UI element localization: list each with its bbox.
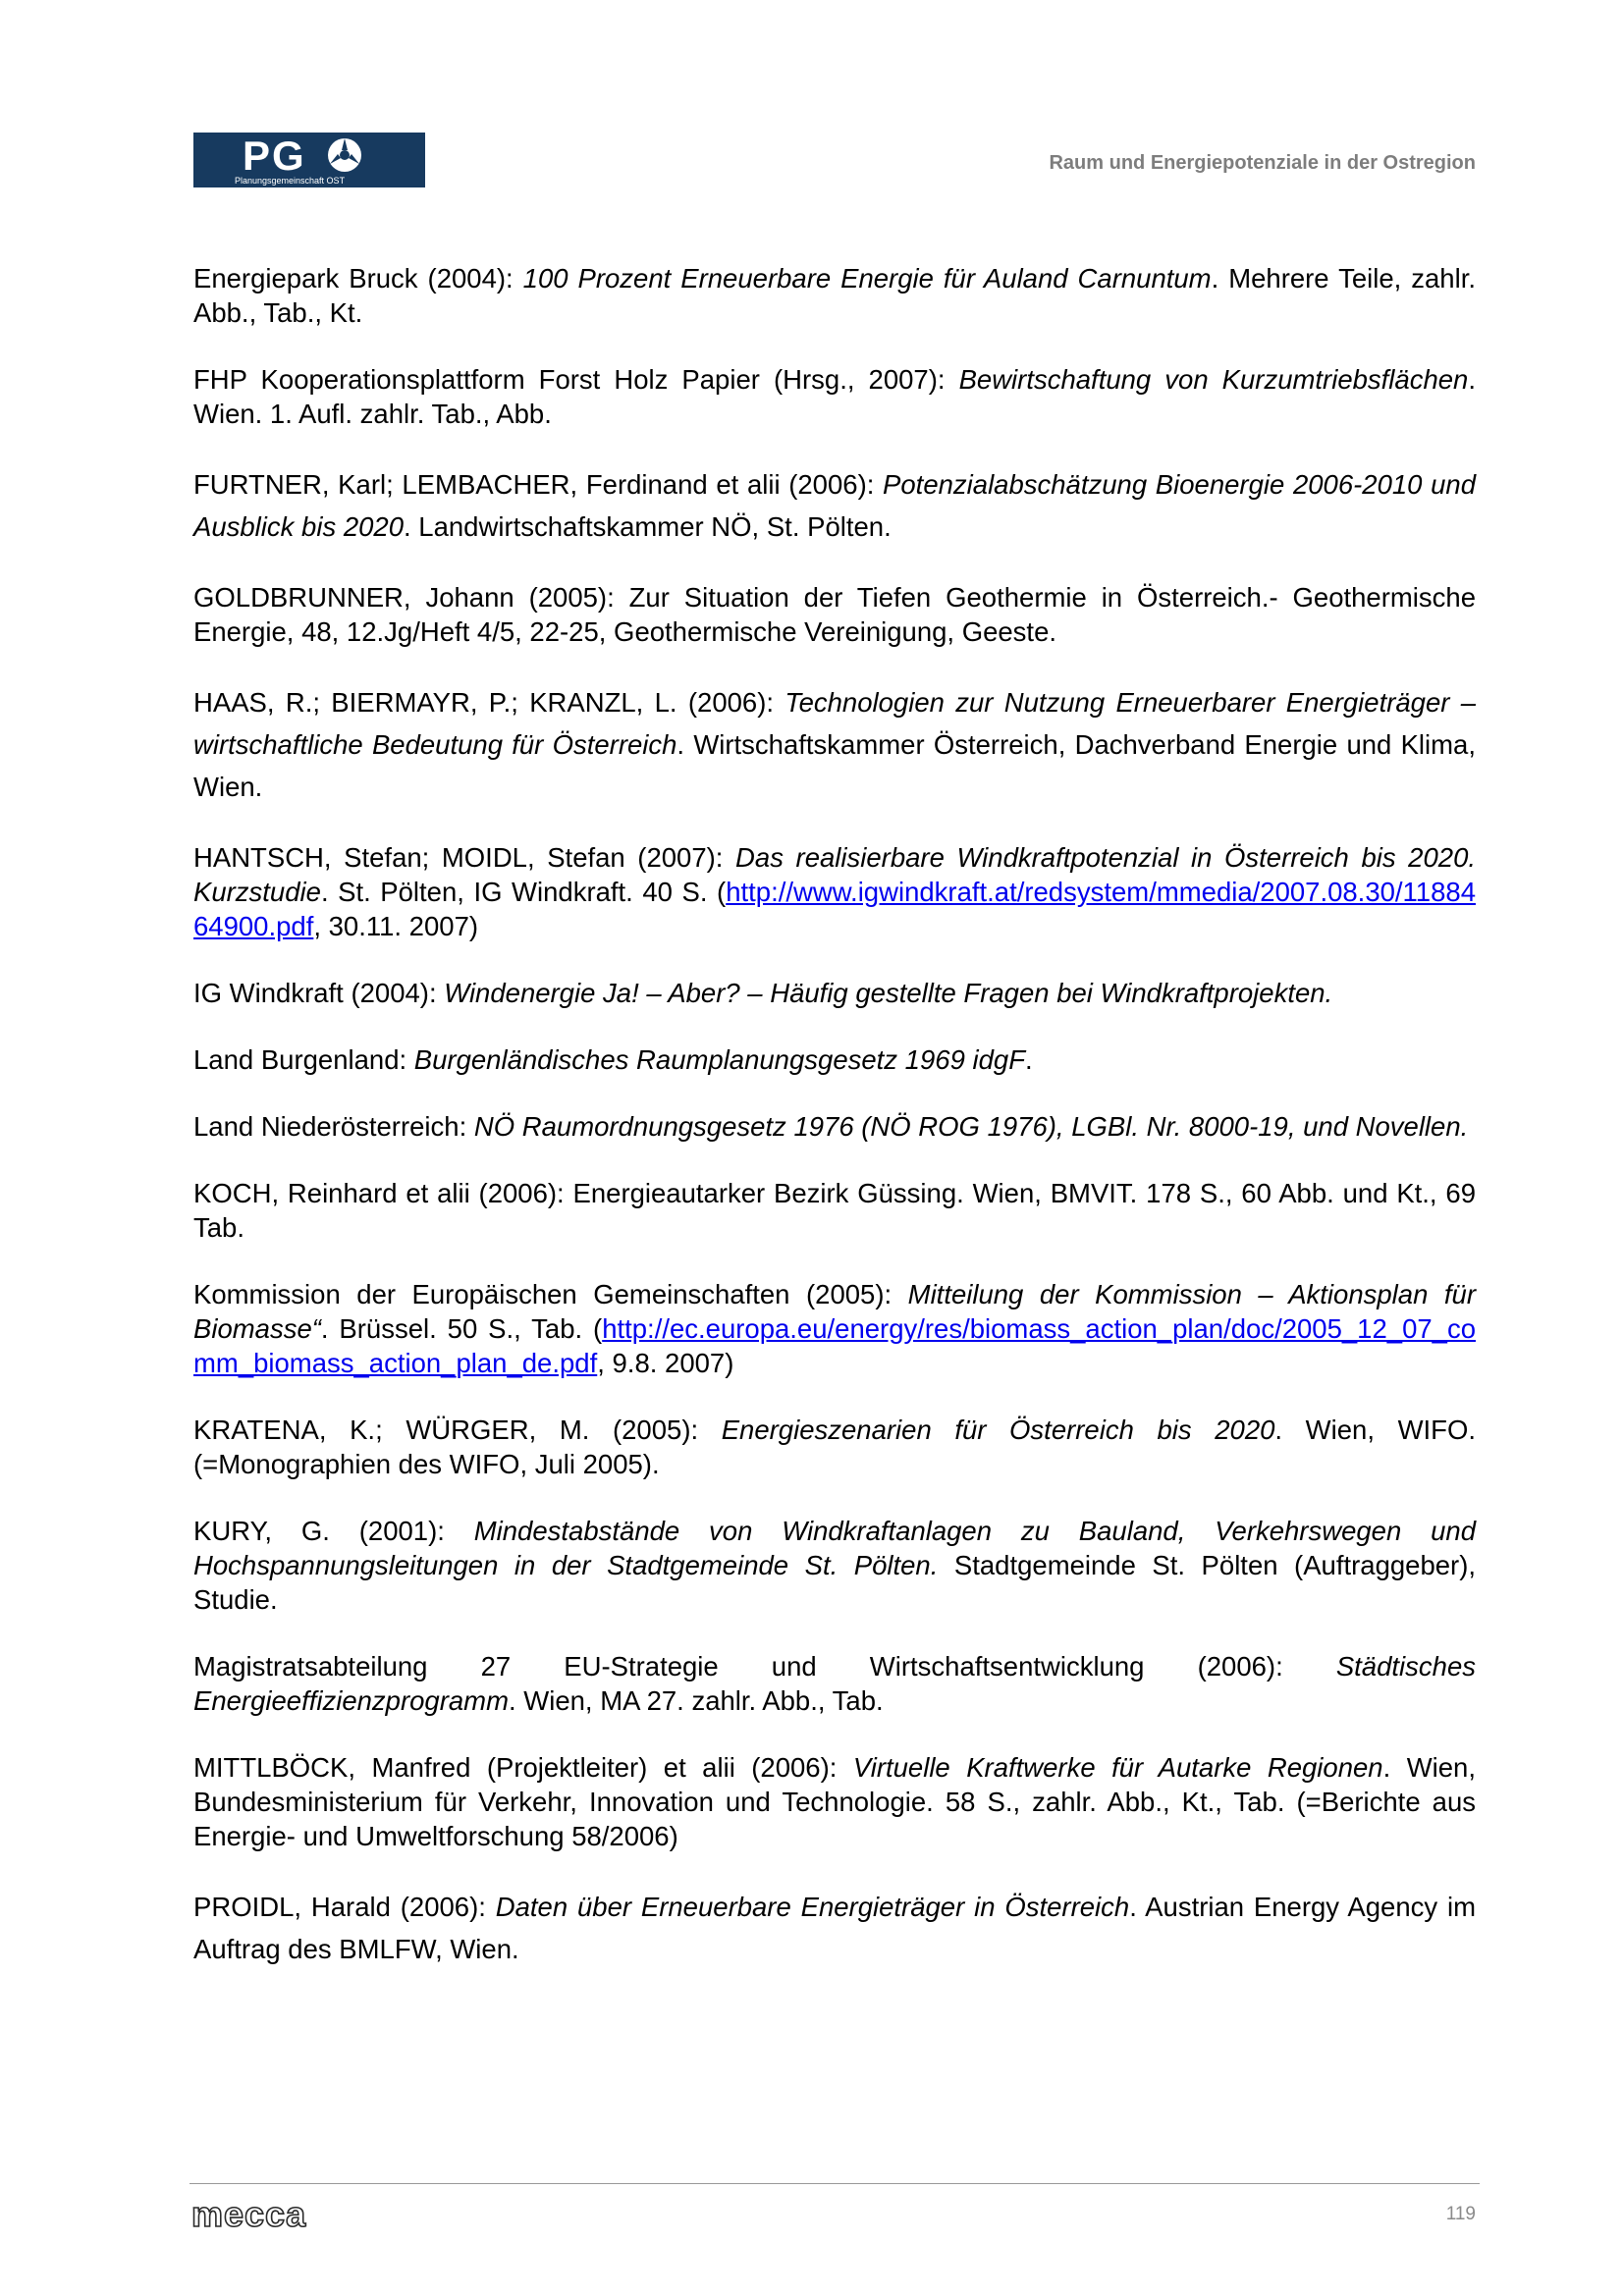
reference-text: . Austrian Energy Agency im Auftrag des BMLFW, Wien.: [193, 1892, 1476, 1964]
reference-entry: [193, 1649, 1476, 1718]
pgo-logo: [193, 133, 425, 187]
reference-title: Städtisches Energieeffizienzprogramm: [193, 1651, 1476, 1716]
reference-text: HANTSCH, Stefan; MOIDL, Stefan (2007):: [193, 842, 736, 873]
reference-title: Mitteilung der Kommission – Aktionsplan für Biomasse“: [193, 1279, 1476, 1344]
reference-text: . Landwirtschaftskammer NÖ, St. Pölten.: [404, 511, 892, 542]
reference-title: NÖ Raumordnungsgesetz 1976 (NÖ ROG 1976), LGBl. Nr. 8000-19, und Novellen.: [473, 1111, 1469, 1142]
logo-text: PG: [243, 133, 306, 179]
reference-text: PROIDL, Harald (2006):: [193, 1892, 496, 1922]
reference-entry: [193, 1886, 1476, 1970]
reference-text: .: [1025, 1044, 1033, 1075]
reference-entry: [193, 580, 1476, 649]
reference-entry: [193, 1413, 1476, 1481]
reference-text: , 9.8. 2007): [597, 1348, 734, 1378]
reference-text: . Wien, MA 27. zahlr. Abb., Tab.: [508, 1685, 884, 1716]
page-number: 119: [1445, 2204, 1476, 2224]
reference-entry: [193, 1277, 1476, 1380]
reference-title: Energieszenarien für Österreich bis 2020: [721, 1415, 1275, 1445]
reference-text: . St. Pölten, IG Windkraft. 40 S. (: [320, 877, 727, 907]
reference-text: Kommission der Europäischen Gemeinschaften (2005):: [193, 1279, 908, 1309]
reference-title: Technologien zur Nutzung Erneuerbarer Energieträger – wirtschaftliche Bedeutung für Österreich: [193, 687, 1476, 760]
mecca-logo: mecca: [191, 2194, 307, 2234]
reference-title: Bewirtschaftung von Kurzumtriebsflächen: [958, 364, 1469, 395]
reference-title: Mindestabstände von Windkraftanlagen zu Bauland, Verkehrswegen und Hochspannungsleitungen in der Stadtgemeinde St. Pölten.: [193, 1516, 1476, 1580]
reference-entry: [193, 1109, 1476, 1144]
reference-title: 100 Prozent Erneuerbare Energie für Auland Carnuntum: [522, 263, 1212, 294]
logo-emblem-icon: [323, 135, 366, 175]
reference-text: Land Niederösterreich:: [193, 1111, 474, 1142]
logo-subtitle: Planungsgemeinschaft OST: [235, 176, 346, 186]
header-title: Raum und Energiepotenziale in der Ostregion: [1049, 152, 1476, 174]
reference-text: Stadtgemeinde St. Pölten (Auftraggeber), Studie.: [193, 1550, 1477, 1615]
reference-text: FHP Kooperationsplattform Forst Holz Papier (Hrsg., 2007):: [193, 364, 959, 395]
reference-text: . Wirtschaftskammer Österreich, Dachverband Energie und Klima, Wien.: [193, 729, 1476, 802]
reference-text: Energiepark Bruck (2004):: [193, 263, 523, 294]
reference-entry: [193, 681, 1476, 808]
reference-entry: [193, 1514, 1476, 1617]
footer-divider: [189, 2183, 1480, 2184]
reference-text: . Brüssel. 50 S., Tab. (: [320, 1313, 603, 1344]
reference-entry: [193, 1750, 1476, 1853]
reference-title: Daten über Erneuerbare Energieträger in Österreich: [495, 1892, 1130, 1922]
reference-text: HAAS, R.; BIERMAYR, P.; KRANZL, L. (2006):: [193, 687, 785, 718]
reference-text: . Wien. 1. Aufl. zahlr. Tab., Abb.: [193, 364, 1476, 429]
reference-text: GOLDBRUNNER, Johann (2005): Zur Situation der Tiefen Geothermie in Österreich.- Geothermische Energie, 48, 12.Jg/Heft 4/5, 22-25, Geothermische Vereinigung, Geeste.: [193, 582, 1476, 647]
reference-link[interactable]: http://ec.europa.eu/energy/res/biomass_action_plan/doc/2005_12_07_comm_biomass_action_plan_de.pdf: [193, 1313, 1476, 1378]
reference-text: FURTNER, Karl; LEMBACHER, Ferdinand et alii (2006):: [193, 469, 884, 500]
reference-title: Burgenländisches Raumplanungsgesetz 1969 idgF: [413, 1044, 1025, 1075]
reference-text: . Wien, Bundesministerium für Verkehr, Innovation und Technologie. 58 S., zahlr. Abb., Kt., Tab. (=Berichte aus Energie- und Umweltforschung 58/2006): [193, 1752, 1476, 1851]
reference-text: KRATENA, K.; WÜRGER, M. (2005):: [193, 1415, 722, 1445]
reference-text: , 30.11. 2007): [313, 911, 479, 941]
reference-title: Das realisierbare Windkraftpotenzial in Österreich bis 2020. Kurzstudie: [193, 842, 1477, 907]
reference-entry: [193, 261, 1476, 330]
reference-text: . Mehrere Teile, zahlr. Abb., Tab., Kt.: [193, 263, 1476, 328]
reference-title: Virtuelle Kraftwerke für Autarke Regionen: [852, 1752, 1383, 1783]
reference-text: IG Windkraft (2004):: [193, 978, 445, 1008]
reference-title: Windenergie Ja! – Aber? – Häufig gestellte Fragen bei Windkraftprojekten.: [444, 978, 1333, 1008]
reference-title: Potenzialabschätzung Bioenergie 2006-2010 und Ausblick bis 2020: [193, 469, 1476, 542]
reference-list: [193, 261, 1476, 2002]
reference-text: Magistratsabteilung 27 EU-Strategie und Wirtschaftsentwicklung (2006):: [193, 1651, 1336, 1682]
reference-entry: [193, 840, 1476, 943]
reference-entry: [193, 463, 1476, 548]
reference-text: MITTLBÖCK, Manfred (Projektleiter) et alii (2006):: [193, 1752, 853, 1783]
reference-text: KOCH, Reinhard et alii (2006): Energieautarker Bezirk Güssing. Wien, BMVIT. 178 S., 60 Abb. und Kt., 69 Tab.: [193, 1178, 1476, 1243]
reference-text: . Wien, WIFO. (=Monographien des WIFO, Juli 2005).: [193, 1415, 1476, 1479]
reference-link[interactable]: http://www.igwindkraft.at/redsystem/mmedia/2007.08.30/1188464900.pdf: [193, 877, 1476, 941]
reference-entry: [193, 976, 1476, 1010]
reference-entry: [193, 1176, 1476, 1245]
reference-text: KURY, G. (2001):: [193, 1516, 474, 1546]
reference-entry: [193, 1042, 1476, 1077]
reference-entry: [193, 362, 1476, 431]
reference-text: Land Burgenland:: [193, 1044, 414, 1075]
